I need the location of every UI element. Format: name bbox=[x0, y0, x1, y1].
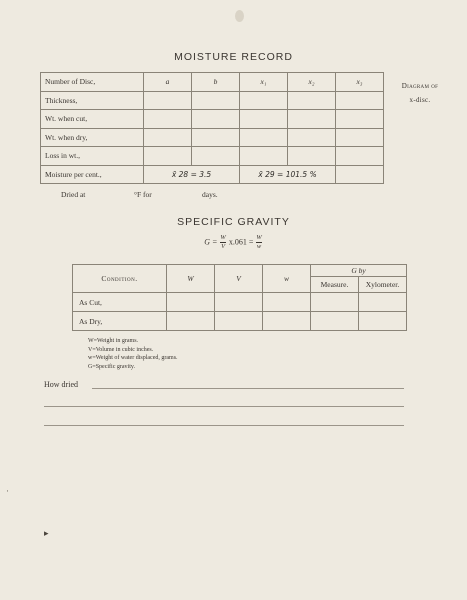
sg-header-row-1 bbox=[73, 265, 407, 277]
moisture-table bbox=[40, 72, 384, 184]
col-header-a: a bbox=[144, 73, 192, 92]
table-cell[interactable] bbox=[336, 110, 384, 129]
table-cell[interactable] bbox=[144, 128, 192, 147]
moisture-header-row bbox=[41, 73, 384, 92]
as-dry-label: As Dry, bbox=[73, 312, 167, 331]
loss-in-wt-row bbox=[41, 147, 384, 166]
table-cell[interactable] bbox=[359, 293, 407, 312]
col-header-x1: x₁ bbox=[240, 73, 288, 92]
col-header-x2: x₂ bbox=[288, 73, 336, 92]
table-cell[interactable] bbox=[263, 293, 311, 312]
fraction-numerator: W bbox=[256, 234, 262, 241]
table-cell[interactable] bbox=[144, 147, 192, 166]
table-cell[interactable] bbox=[336, 91, 384, 110]
how-dried-label: How dried bbox=[44, 380, 78, 389]
formula-fraction-2 bbox=[256, 234, 261, 251]
moisture-per-cent-label: Moisture per cent., bbox=[41, 165, 144, 184]
table-cell[interactable] bbox=[192, 128, 240, 147]
xylometer-header: Xylometer. bbox=[359, 277, 407, 293]
wt-when-dry-row bbox=[41, 128, 384, 147]
col-header-W: W bbox=[167, 265, 215, 293]
diagram-label-line1: Diagram of bbox=[401, 82, 439, 90]
how-dried-line-1[interactable] bbox=[92, 388, 404, 389]
table-cell[interactable] bbox=[336, 165, 384, 184]
table-cell[interactable] bbox=[144, 91, 192, 110]
diagram-label bbox=[390, 79, 450, 107]
dried-at-label: Dried at bbox=[61, 190, 86, 199]
measure-header: Measure. bbox=[311, 277, 359, 293]
table-cell[interactable] bbox=[192, 110, 240, 129]
formula-lhs: G = bbox=[204, 237, 218, 247]
table-cell[interactable] bbox=[144, 110, 192, 129]
table-cell[interactable] bbox=[240, 91, 288, 110]
table-cell[interactable] bbox=[288, 128, 336, 147]
legend-item: G=Specific gravity. bbox=[88, 363, 135, 370]
col-header-w: w bbox=[263, 265, 311, 293]
handwritten-entry-2: x̄ 29 = 101.5 % bbox=[240, 165, 336, 184]
loss-in-wt-label: Loss in wt., bbox=[41, 147, 144, 166]
fraction-denominator: w bbox=[256, 243, 262, 250]
specific-gravity-title: SPECIFIC GRAVITY bbox=[177, 216, 290, 228]
wt-when-dry-label: Wt. when dry, bbox=[41, 128, 144, 147]
as-cut-label: As Cut, bbox=[73, 293, 167, 312]
moisture-record-title: MOISTURE RECORD bbox=[174, 51, 293, 63]
punch-mark bbox=[235, 10, 244, 22]
condition-header: Condition. bbox=[73, 265, 167, 293]
col-header-b: b bbox=[192, 73, 240, 92]
degrees-for-label: °F for bbox=[134, 190, 152, 199]
wt-when-cut-row bbox=[41, 110, 384, 129]
specific-gravity-formula bbox=[0, 234, 467, 251]
table-cell[interactable] bbox=[240, 128, 288, 147]
g-by-header: G by bbox=[311, 265, 407, 277]
table-cell[interactable] bbox=[336, 147, 384, 166]
table-cell[interactable] bbox=[192, 91, 240, 110]
thickness-label: Thickness, bbox=[41, 91, 144, 110]
how-dried-line-2[interactable] bbox=[44, 406, 404, 407]
stray-mark: · bbox=[6, 486, 9, 496]
thickness-row bbox=[41, 91, 384, 110]
table-cell[interactable] bbox=[167, 293, 215, 312]
formula-mid: x.061 = bbox=[228, 237, 254, 247]
table-cell[interactable] bbox=[311, 293, 359, 312]
number-of-disc-label: Number of Disc, bbox=[41, 73, 144, 92]
table-cell[interactable] bbox=[240, 147, 288, 166]
days-label: days. bbox=[202, 190, 218, 199]
col-header-x3: x₃ bbox=[336, 73, 384, 92]
table-cell[interactable] bbox=[192, 147, 240, 166]
as-dry-row bbox=[73, 312, 407, 331]
table-cell[interactable] bbox=[240, 110, 288, 129]
formula-fraction-1 bbox=[220, 234, 225, 251]
table-cell[interactable] bbox=[288, 91, 336, 110]
table-cell[interactable] bbox=[215, 312, 263, 331]
fraction-denominator: V bbox=[221, 243, 226, 250]
legend-item: W=Weight in grams. bbox=[88, 338, 139, 344]
legend-item: w=Weight of water displaced, grams. bbox=[88, 355, 178, 361]
table-cell[interactable] bbox=[336, 128, 384, 147]
table-cell[interactable] bbox=[215, 293, 263, 312]
table-cell[interactable] bbox=[359, 312, 407, 331]
col-header-V: V bbox=[215, 265, 263, 293]
legend bbox=[88, 337, 178, 371]
specific-gravity-table bbox=[72, 264, 407, 331]
handwritten-entry-1: x̄ 28 = 3.5 bbox=[144, 165, 240, 184]
how-dried-line-3[interactable] bbox=[44, 425, 404, 426]
stray-mark: ▸ bbox=[44, 528, 49, 538]
moisture-per-cent-row bbox=[41, 165, 384, 184]
as-cut-row bbox=[73, 293, 407, 312]
diagram-label-line2: x-disc. bbox=[409, 96, 431, 104]
table-cell[interactable] bbox=[311, 312, 359, 331]
wt-when-cut-label: Wt. when cut, bbox=[41, 110, 144, 129]
table-cell[interactable] bbox=[167, 312, 215, 331]
table-cell[interactable] bbox=[288, 147, 336, 166]
legend-item: V=Volume in cubic inches. bbox=[88, 346, 154, 353]
table-cell[interactable] bbox=[263, 312, 311, 331]
fraction-numerator: W bbox=[220, 234, 226, 241]
table-cell[interactable] bbox=[288, 110, 336, 129]
